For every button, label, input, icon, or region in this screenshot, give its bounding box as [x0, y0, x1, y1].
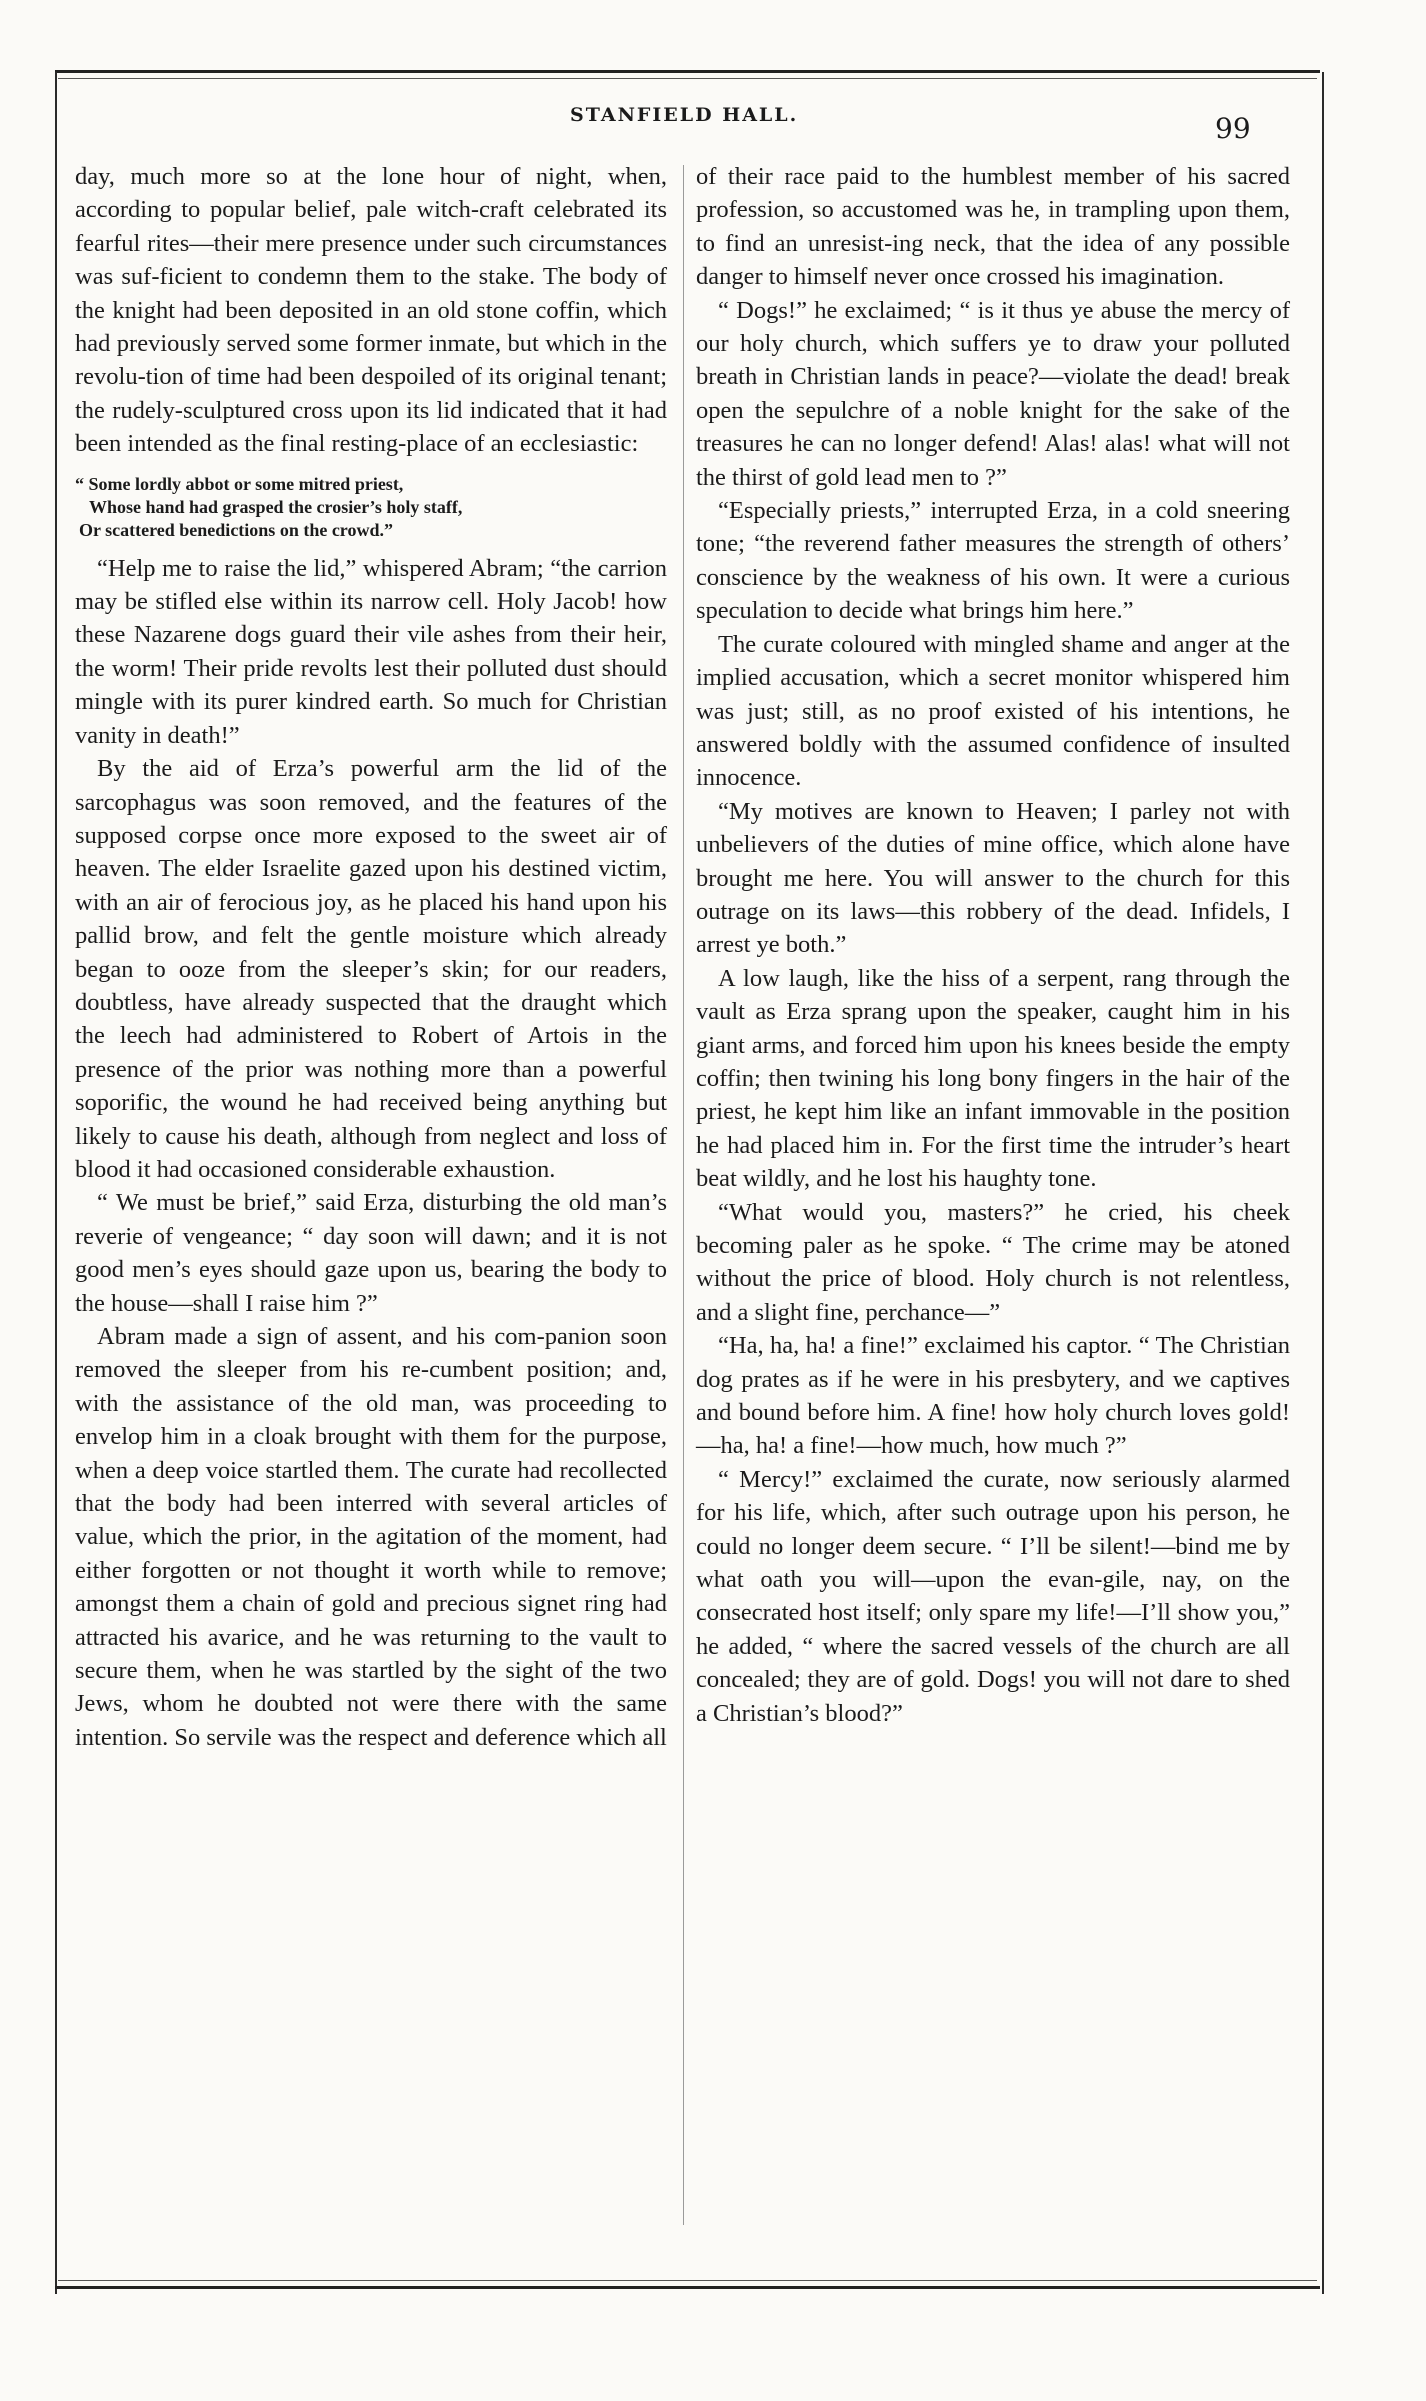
paragraph: “My motives are known to Heaven; I parley not with unbelievers of the duties of mine office, which alone have brought me here. You will answer to the church for this outrage on its laws—this robbery of the dead. Infidels, I arrest ye both.”	[696, 797, 1290, 959]
paragraph: “What would you, masters?” he cried, his cheek becoming paler as he spoke. “ The crime may be atoned without the price of blood. Holy church is not relentless, and a slight fine, perchance—”	[696, 1198, 1290, 1326]
bottom-border-rule-inner	[58, 2280, 1317, 2281]
paragraph: “Especially priests,” interrupted Erza, in a cold sneering tone; “the reverend father measures the strength of others’ conscience by the weakness of his own. It were a curious speculation to decide what brings him here.”	[696, 497, 1290, 625]
paragraph: “ Dogs!” he exclaimed; “ is it thus ye abuse the mercy of our holy church, which suffers ye to draw your polluted breath in Christian lands in peace?—violate the dead! break open the sepulchre of a noble knight for the sake of the treasures he can no longer defend! Alas! alas! what will not the thirst of gold lead men to ?”	[696, 296, 1290, 491]
verse-line: Whose hand had grasped the crosier’s holy staff,	[89, 496, 463, 517]
column-divider	[683, 165, 684, 2225]
paragraph: The curate coloured with mingled shame and anger at the implied accusation, which a secret monitor whispered him was just; still, as no proof existed of his intentions, he answered boldly with the assumed confidence of insulted innocence.	[696, 630, 1290, 792]
running-title: STANFIELD HALL.	[570, 104, 799, 126]
right-column	[696, 160, 1290, 1730]
paragraph: “ We must be brief,” said Erza, disturbing the old man’s reverie of vengeance; “ day soon will dawn; and it is not good men’s eyes should gaze upon us, bearing the body to the house—shall I raise him ?”	[75, 1189, 667, 1317]
paragraph: of their race paid to the humblest member of his sacred profession, so accustomed was he, in trampling upon them, to find an unresist-ing neck, that the idea of any possible danger to himself never once crossed his imagination.	[696, 163, 1290, 291]
verse-quotation	[75, 473, 667, 542]
paragraph: day, much more so at the lone hour of night, when, according to popular belief, pale witch-craft celebrated its fearful rites—their mere presence under such circumstances was suf-ficient to condemn them to the stake. The body of the knight had been deposited in an old stone coffin, which had previously served some former inmate, but which in the revolu-tion of time had been despoiled of its original tenant; the rudely-sculptured cross upon its lid indicated that it had been intended as the final resting-place of an ecclesiastic:	[75, 163, 667, 458]
paragraph: A low laugh, like the hiss of a serpent, rang through the vault as Erza sprang upon the speaker, caught him in his giant arms, and forced him upon his knees beside the empty coffin; then twining his long bony fingers in the hair of the priest, he kept him like an infant immovable in the position he had placed him in. For the first time the intruder’s heart beat wildly, and he lost his haughty tone.	[696, 964, 1290, 1193]
paragraph: “Help me to raise the lid,” whispered Abram; “the carrion may be stifled else within its narrow cell. Holy Jacob! how these Nazarene dogs guard their vile ashes from their heir, the worm! Their pride revolts lest their polluted dust should mingle with its purer kindred earth. So much for Christian vanity in death!”	[75, 554, 667, 749]
paragraph: “Ha, ha, ha! a fine!” exclaimed his captor. “ The Christian dog prates as if he were in his presbytery, and we captives and bound before him. A fine! how holy church loves gold!—ha, ha! a fine!—how much, how much ?”	[696, 1332, 1290, 1460]
paragraph: “ Mercy!” exclaimed the curate, now seriously alarmed for his life, which, after such outrage upon his person, he could no longer deem secure. “ I’ll be silent!—bind me by what oath you will—upon the evan-gile, nay, on the consecrated host itself; only spare my life!—I’ll show you,” he added, “ where the sacred vessels of the church are all concealed; they are of gold. Dogs! you will not dare to shed a Christian’s blood?”	[696, 1465, 1290, 1727]
page-number: 99	[1215, 112, 1251, 145]
left-column	[75, 160, 667, 1754]
bottom-border-rule	[55, 2286, 1320, 2289]
verse-line: Or scattered benedictions on the crowd.”	[79, 519, 393, 540]
paragraph: Abram made a sign of assent, and his com-panion soon removed the sleeper from his re-cumbent position; and, with the assistance of the old man, was proceeding to envelop him in a cloak brought with them for the purpose, when a deep voice startled them. The curate had recollected that the body had been interred with several articles of value, which the prior, in the agitation of the moment, had either forgotten or not thought it worth while to remove; amongst them a chain of gold and precious signet ring had attracted his avarice, and he was returning to the vault to secure them, when he was startled by the sight of the two Jews, whom he doubted not were there with the same intention. So servile was the respect and deference which all	[75, 1323, 667, 1751]
paragraph: By the aid of Erza’s powerful arm the lid of the sarcophagus was soon removed, and the features of the supposed corpse once more exposed to the sweet air of heaven. The elder Israelite gazed upon his destined victim, with an air of ferocious joy, as he placed his hand upon his pallid brow, and felt the gentle moisture which already began to ooze from the sleeper’s skin; for our readers, doubtless, have already suspected that the draught which the leech had administered to Robert of Artois in the presence of the prior was nothing more than a powerful soporific, the wound he had received being anything but likely to cause his death, although from neglect and loss of blood it had occasioned considerable exhaustion.	[75, 755, 667, 1183]
verse-line: “ Some lordly abbot or some mitred priest,	[75, 473, 404, 494]
